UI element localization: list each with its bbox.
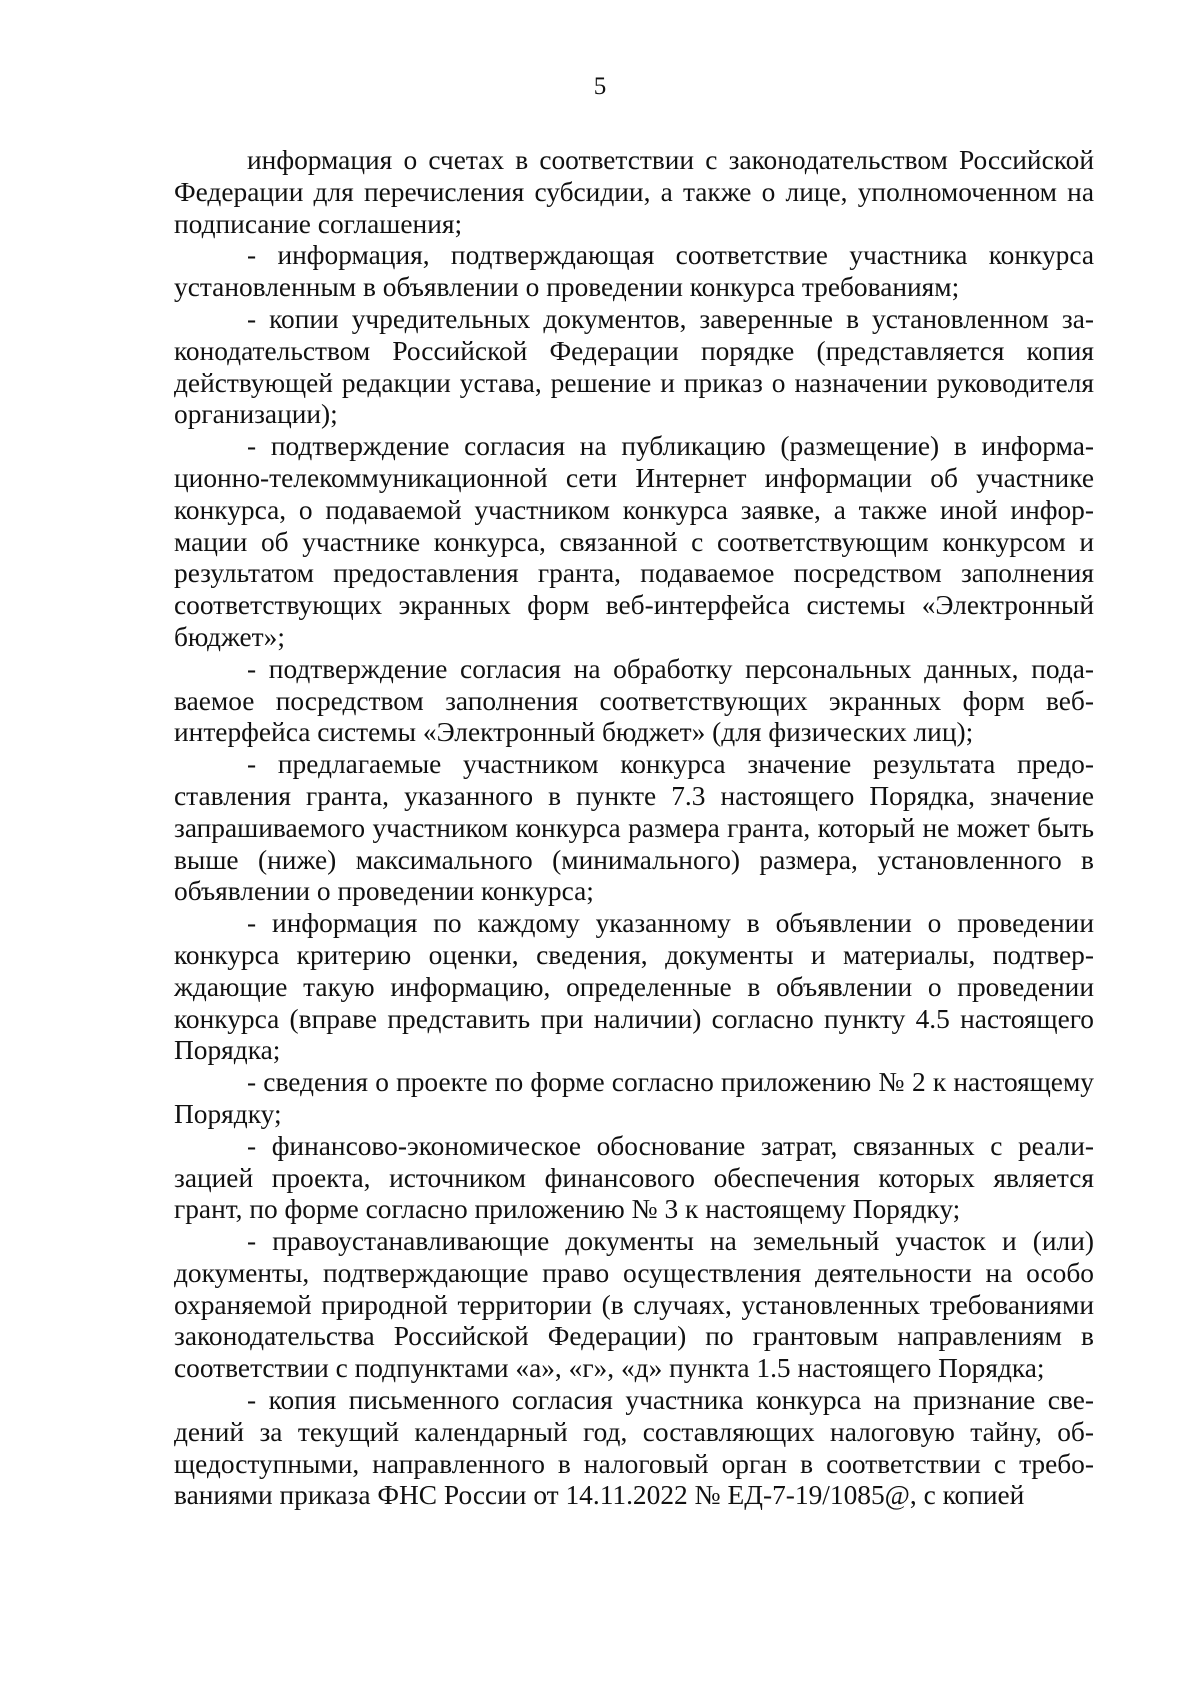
paragraph-land-documents: - правоустанавливающие документы на земельный участок и (или) документы, подтверждающие право осуществления деятельности на особо охраняемой природной территории (в случаях, установленных требованиями законодательства Российской Федерации) по грантовым направлениям в соответствии с подпунктами «а», «г», «д» пункта 1.5 настоящего Порядка;	[174, 1226, 1094, 1384]
paragraph-evaluation-criteria: - информация по каждому указанному в объявлении о проведении конкурса критерию оценки, сведения, документы и материалы, подтверждающие такую информацию, определенные в объявлении о проведении конкурса (вправе представить при наличии) согласно пункту 4.5 настоящего Порядка;	[174, 908, 1094, 1066]
paragraph-account-info: информация о счетах в соответствии с законодательством Российской Федерации для перечисления субсидии, а также о лице, уполномоченном на подписание соглашения;	[174, 145, 1094, 239]
paragraph-proposed-result: - предлагаемые участником конкурса значение результата предоставления гранта, указанного в пункте 7.3 настоящего Порядка, значение запрашиваемого участником конкурса размера гранта, который не может быть выше (ниже) максимального (минимального) размера, установленного в объявлении о проведении конкурса;	[174, 749, 1094, 907]
paragraph-personal-data-consent: - подтверждение согласия на обработку персональных данных, подаваемое посредством заполнения соответствующих экранных форм веб-интерфейса системы «Электронный бюджет» (для физических лиц);	[174, 653, 1094, 748]
paragraph-financial-justification: - финансово-экономическое обоснование затрат, связанных с реализацией проекта, источником финансового обеспечения которых является грант, по форме согласно приложению № 3 к настоящему Порядку;	[174, 1130, 1094, 1225]
paragraph-tax-secret-consent: - копия письменного согласия участника конкурса на признание сведений за текущий календарный год, составляющих налоговую тайну, общедоступными, направленного в налоговый орган в соответствии с требованиями приказа ФНС России от 14.11.2022 № ЕД-7-19/1085@, с копией	[174, 1385, 1094, 1511]
document-body	[174, 145, 1094, 1512]
page-number: 5	[593, 73, 607, 100]
paragraph-publication-consent: - подтверждение согласия на публикацию (размещение) в информационно-телекоммуникационной сети Интернет информации об участнике конкурса, о подаваемой участником конкурса заявке, а также иной информации об участнике конкурса, связанной с соответствующим конкурсом и результатом предоставления гранта, подаваемое посредством заполнения соответствующих экранных форм веб-интерфейса системы «Электронный бюджет»;	[174, 431, 1094, 652]
paragraph-founding-documents: - копии учредительных документов, заверенные в установленном законодательством Российской Федерации порядке (представляется копия действующей редакции устава, решение и приказ о назначении руководителя организации);	[174, 303, 1094, 430]
paragraph-project-info: - сведения о проекте по форме согласно приложению № 2 к настоящему Порядку;	[174, 1067, 1094, 1129]
paragraph-compliance-info: - информация, подтверждающая соответствие участника конкурса установленным в объявлении о проведении конкурса требованиям;	[174, 240, 1094, 303]
